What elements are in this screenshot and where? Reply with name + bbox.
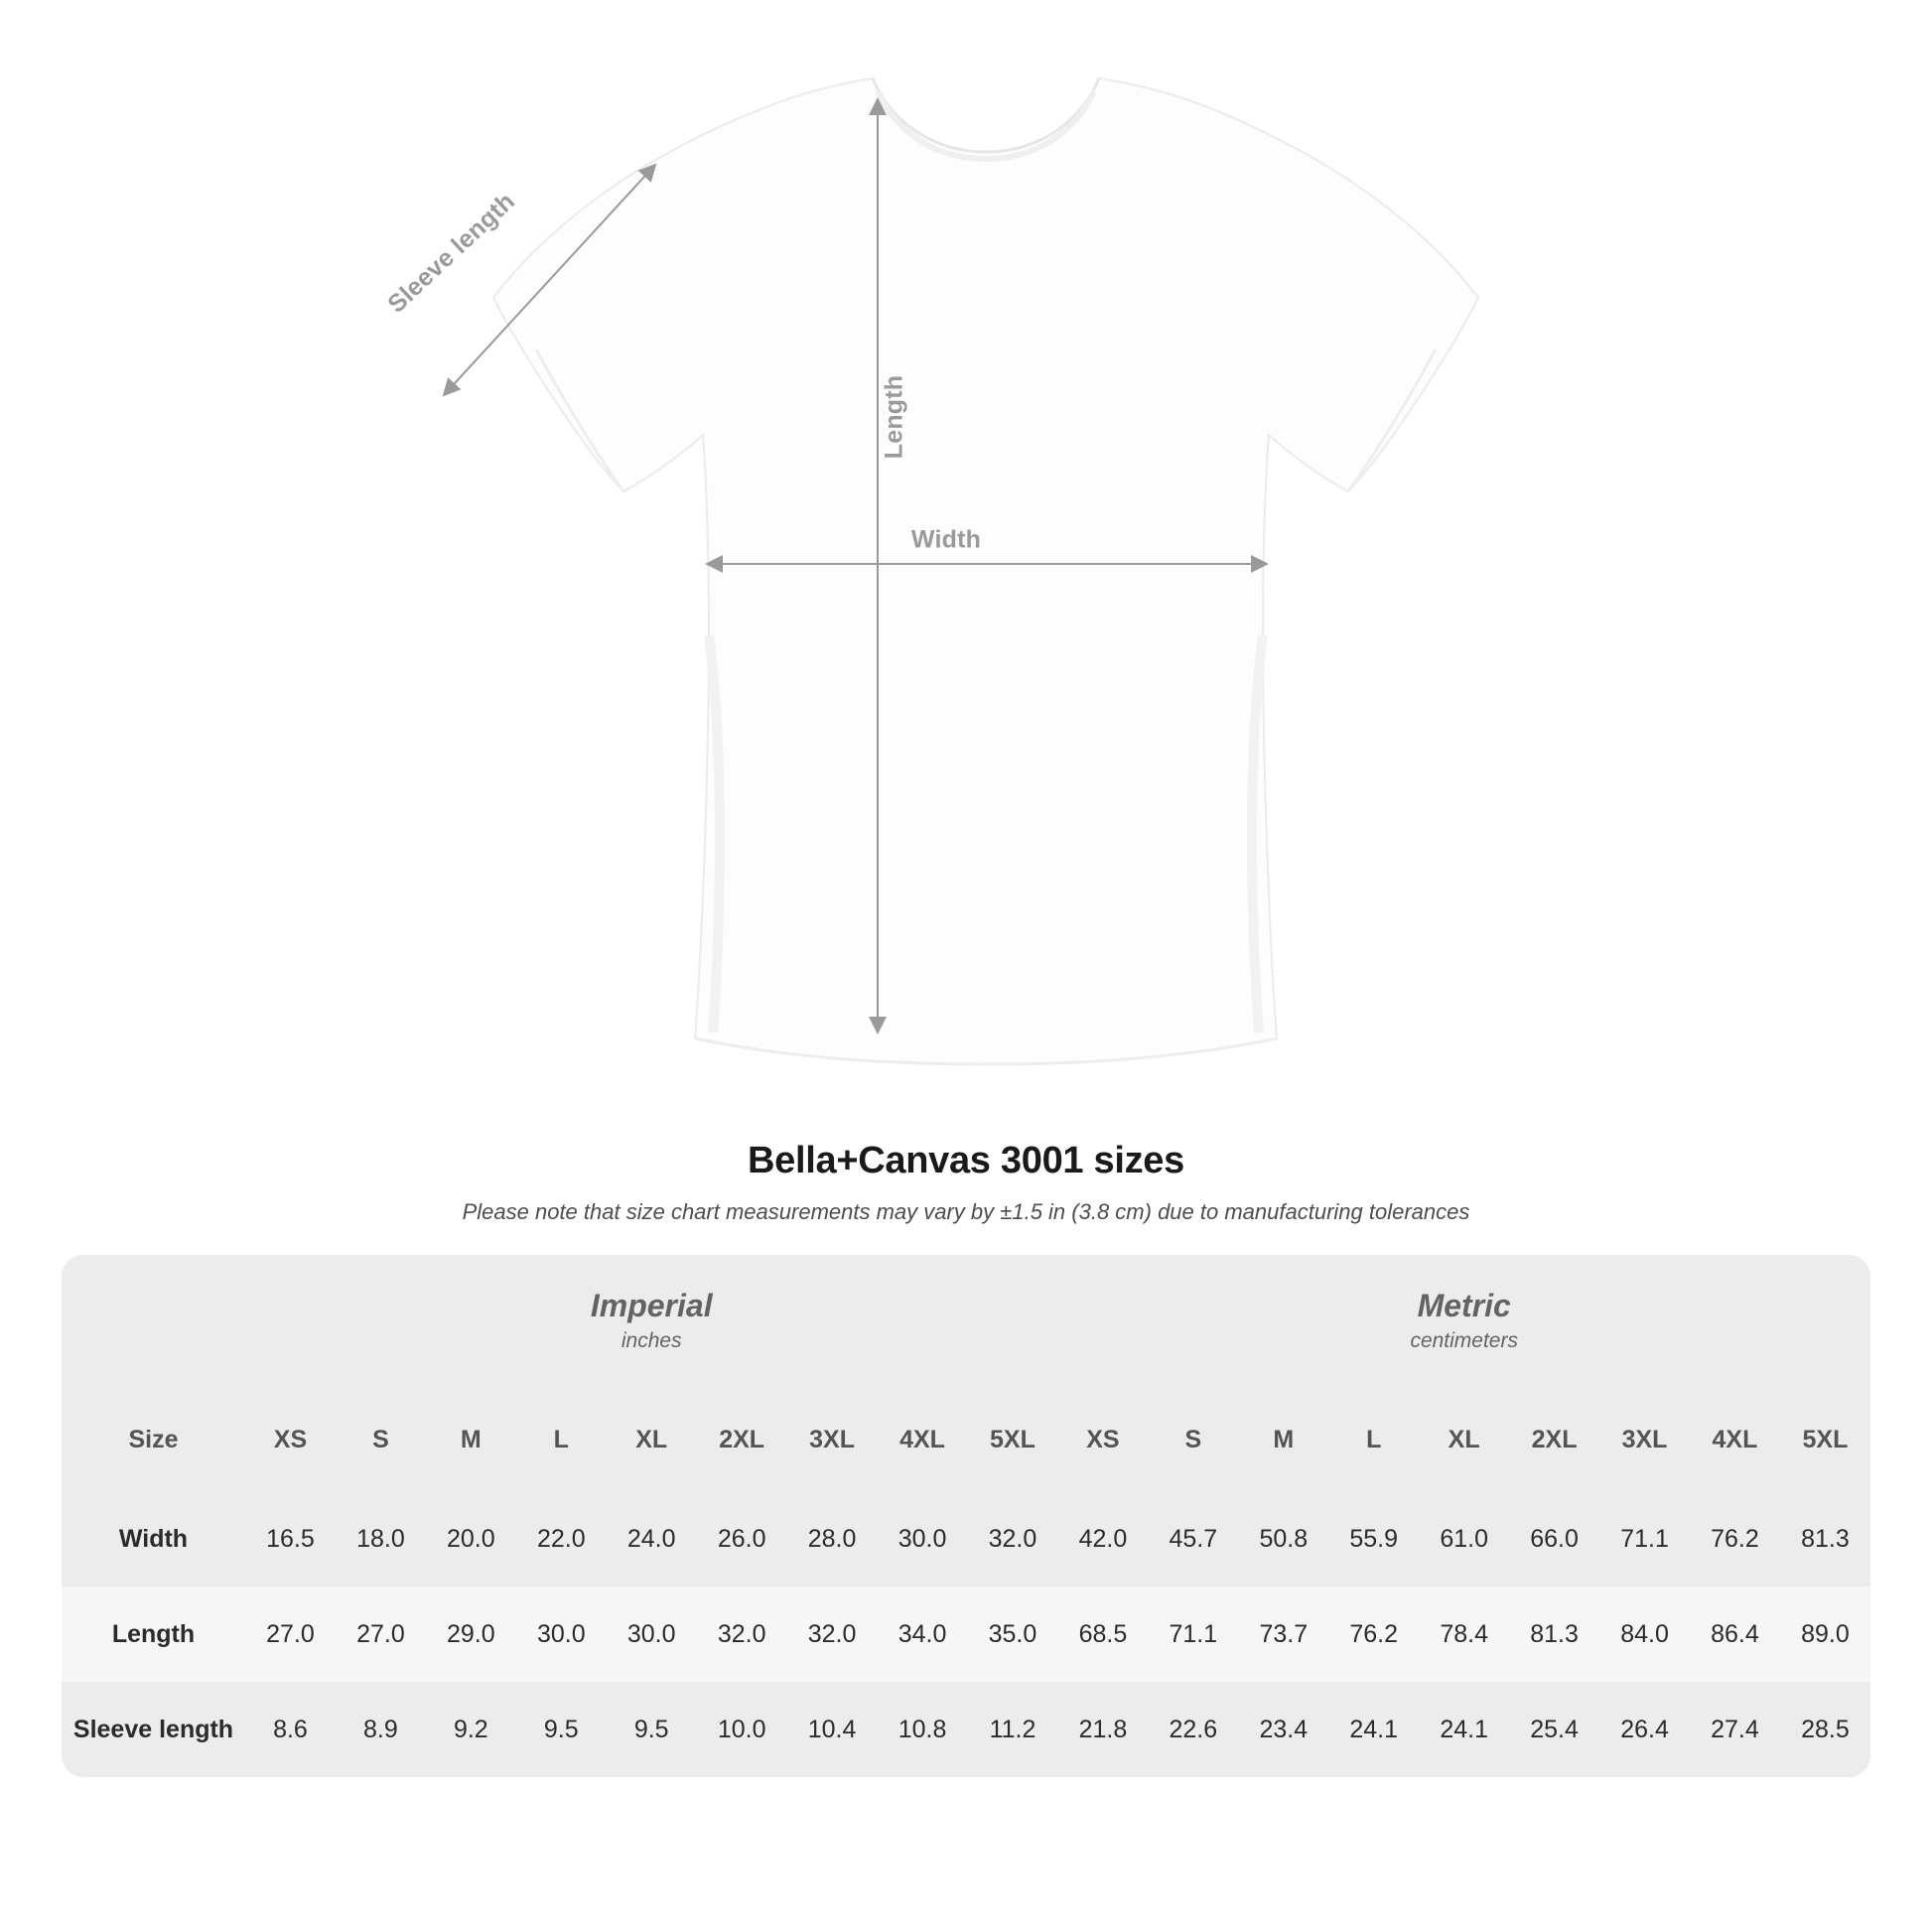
page-title: Bella+Canvas 3001 sizes: [748, 1140, 1184, 1181]
size-header-2xl-imperial: 2XL: [697, 1388, 787, 1491]
title-block: [0, 1140, 1932, 1225]
unit-group-imperial-name: Imperial: [590, 1288, 713, 1324]
table-row: [62, 1491, 1870, 1587]
cell-value: 42.0: [1057, 1491, 1148, 1587]
size-table-container: [62, 1255, 1870, 1777]
cell-value: 68.5: [1057, 1587, 1148, 1682]
cell-value: 26.0: [697, 1491, 787, 1587]
cell-value: 22.6: [1148, 1682, 1238, 1777]
size-header-3xl-metric: 3XL: [1599, 1388, 1690, 1491]
cell-value: 86.4: [1690, 1587, 1780, 1682]
size-header-4xl-metric: 4XL: [1690, 1388, 1780, 1491]
unit-group-imperial: [245, 1255, 1057, 1388]
length-label: Length: [880, 374, 908, 460]
size-header-xl-imperial: XL: [607, 1388, 697, 1491]
cell-value: 24.1: [1328, 1682, 1419, 1777]
cell-value: 10.0: [697, 1682, 787, 1777]
unit-header-row: [62, 1255, 1870, 1388]
cell-value: 89.0: [1780, 1587, 1870, 1682]
cell-value: 27.4: [1690, 1682, 1780, 1777]
row-label-sleeve-length: Sleeve length: [62, 1682, 245, 1777]
cell-value: 30.0: [878, 1491, 968, 1587]
size-header-m-metric: M: [1238, 1388, 1328, 1491]
cell-value: 25.4: [1509, 1682, 1599, 1777]
size-header-xl-metric: XL: [1419, 1388, 1509, 1491]
cell-value: 16.5: [245, 1491, 336, 1587]
cell-value: 20.0: [426, 1491, 516, 1587]
cell-value: 30.0: [607, 1587, 697, 1682]
cell-value: 9.5: [607, 1682, 697, 1777]
cell-value: 23.4: [1238, 1682, 1328, 1777]
cell-value: 81.3: [1509, 1587, 1599, 1682]
table-row: [62, 1682, 1870, 1777]
row-label-width: Width: [62, 1491, 245, 1587]
cell-value: 71.1: [1599, 1491, 1690, 1587]
table-row: [62, 1587, 1870, 1682]
cell-value: 34.0: [878, 1587, 968, 1682]
size-header-4xl-imperial: 4XL: [878, 1388, 968, 1491]
tshirt-shape: [493, 78, 1478, 1064]
size-header-xs-imperial: XS: [245, 1388, 336, 1491]
cell-value: 18.0: [336, 1491, 426, 1587]
row-label-length: Length: [62, 1587, 245, 1682]
cell-value: 21.8: [1057, 1682, 1148, 1777]
cell-value: 55.9: [1328, 1491, 1419, 1587]
tolerance-note: Please note that size chart measurements may vary by ±1.5 in (3.8 cm) due to manufacturing tolerances: [462, 1199, 1470, 1224]
size-header-5xl-imperial: 5XL: [968, 1388, 1058, 1491]
cell-value: 27.0: [245, 1587, 336, 1682]
cell-value: 32.0: [697, 1587, 787, 1682]
size-header-cell: Size: [62, 1388, 245, 1491]
unit-group-metric-sub: centimeters: [1410, 1329, 1518, 1353]
cell-value: 8.9: [336, 1682, 426, 1777]
cell-value: 9.5: [516, 1682, 607, 1777]
cell-value: 10.4: [787, 1682, 878, 1777]
unit-group-metric: [1057, 1255, 1870, 1388]
size-header-5xl-metric: 5XL: [1780, 1388, 1870, 1491]
cell-value: 26.4: [1599, 1682, 1690, 1777]
size-table: [62, 1255, 1870, 1777]
size-header-3xl-imperial: 3XL: [787, 1388, 878, 1491]
unit-group-metric-name: Metric: [1417, 1288, 1511, 1324]
size-header-l-imperial: L: [516, 1388, 607, 1491]
unit-header-spacer: [62, 1255, 245, 1388]
cell-value: 66.0: [1509, 1491, 1599, 1587]
unit-group-imperial-sub: inches: [621, 1329, 682, 1353]
cell-value: 24.0: [607, 1491, 697, 1587]
cell-value: 35.0: [968, 1587, 1058, 1682]
size-header-l-metric: L: [1328, 1388, 1419, 1491]
cell-value: 11.2: [968, 1682, 1058, 1777]
width-label: Width: [910, 525, 982, 554]
size-header-xs-metric: XS: [1057, 1388, 1148, 1491]
cell-value: 30.0: [516, 1587, 607, 1682]
size-header-m-imperial: M: [426, 1388, 516, 1491]
cell-value: 28.0: [787, 1491, 878, 1587]
cell-value: 73.7: [1238, 1587, 1328, 1682]
cell-value: 32.0: [787, 1587, 878, 1682]
cell-value: 78.4: [1419, 1587, 1509, 1682]
cell-value: 71.1: [1148, 1587, 1238, 1682]
size-header-row: [62, 1388, 1870, 1491]
cell-value: 24.1: [1419, 1682, 1509, 1777]
cell-value: 22.0: [516, 1491, 607, 1587]
size-header-s-imperial: S: [336, 1388, 426, 1491]
cell-value: 9.2: [426, 1682, 516, 1777]
sleeve-length-label: Sleeve length: [382, 187, 521, 319]
cell-value: 10.8: [878, 1682, 968, 1777]
cell-value: 84.0: [1599, 1587, 1690, 1682]
cell-value: 29.0: [426, 1587, 516, 1682]
cell-value: 27.0: [336, 1587, 426, 1682]
cell-value: 81.3: [1780, 1491, 1870, 1587]
size-header-2xl-metric: 2XL: [1509, 1388, 1599, 1491]
cell-value: 32.0: [968, 1491, 1058, 1587]
cell-value: 50.8: [1238, 1491, 1328, 1587]
cell-value: 45.7: [1148, 1491, 1238, 1587]
cell-value: 61.0: [1419, 1491, 1509, 1587]
cell-value: 76.2: [1690, 1491, 1780, 1587]
cell-value: 28.5: [1780, 1682, 1870, 1777]
size-header-s-metric: S: [1148, 1388, 1238, 1491]
size-table-body: [62, 1491, 1870, 1777]
cell-value: 76.2: [1328, 1587, 1419, 1682]
cell-value: 8.6: [245, 1682, 336, 1777]
